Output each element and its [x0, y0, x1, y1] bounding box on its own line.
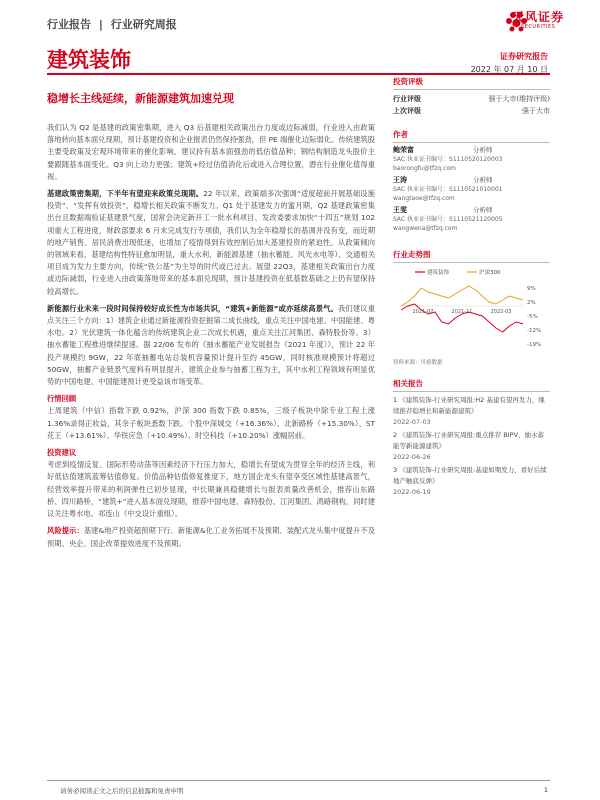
rating-row: 行业评级 强于大市(维持评级)	[393, 95, 550, 103]
trend-heading: 行业走势图	[393, 249, 550, 263]
paragraph-policy: 基建政策密集期，下半年有望迎来政策兑现期。22 年以来，政策端多次强调“适度超前开展基础设施投资”、“发挥有效投资”，稳增长相关政策不断发力。Q1 处于基建发力的蜜月期，Q2 基建政策密集出台且数据端验证基建景气度，国常会决定新开工一批水利项目、发改委要求加快“十四五”规划 102 项重大工程进度，财政部要求 6 月末完成发行专项债，我们认为全年稳增长的基调并没有变，而近期的地产销售、居民消费出现低迷，也增加了疫情得到有效控制后加大基建投资的紧迫性。从政策倾向的领域来看，基建结构性特征愈加明显，重大水利、新能源基建（抽水蓄能、风光水电等）、交通相关项目成为发力主要方向，传统“铁公基”为主导的时代或已过去。展望 22Q3，基建相关政策出台力度或边际减弱，行业进入由政策落地带来的基本面兑现期，预计基建投资在低基数基础之上仍有望保持较高增长。	[47, 189, 375, 296]
brand-name: 天风证券	[512, 10, 565, 24]
author-email[interactable]: wangtaoe@tfzq.com	[393, 195, 455, 202]
paragraph-risk: 风险提示：基建&地产投资超预期下行、新能源&化工业务拓展不及预期、装配式龙头集中度提升不及预期、央企、国企改革提效进度不及预期。	[47, 526, 375, 548]
report-title: 稳增长主线延续，新能源建筑加速兑现	[47, 92, 234, 105]
legend-label: 沪深300	[479, 270, 501, 276]
sidebar	[393, 76, 550, 498]
report-type: 证券研究报告	[500, 52, 548, 61]
related-heading: 相关报告	[393, 378, 550, 392]
related-report-link[interactable]: 2 《建筑装饰-行业研究周报:重点推荐 BIPV、抽水蓄能等新能源建筑》	[393, 431, 545, 450]
author-heading: 作者	[393, 129, 550, 143]
paragraph-lead: 基建政策密集期，下半年有望迎来政策兑现期。	[47, 189, 204, 199]
related-report-link[interactable]: 1 《建筑装饰-行业研究周报:H2 基建有望再发力，继续推荐稳增长和新能源建筑》	[393, 396, 545, 415]
footer-disclaimer: 请务必阅读正文之后的信息披露和免责申明	[60, 787, 184, 795]
author-card: 王雯 分析师 SAC 执业证书编号：S1110521120005 wangwena@tfzq.com	[393, 206, 550, 233]
header-category: 行业报告 | 行业研究周报	[47, 18, 177, 31]
x-tick-label: 2021-07	[412, 309, 434, 315]
legend-label: 建筑装饰	[427, 270, 450, 276]
related-report-date: 2022-07-03	[393, 418, 431, 426]
prev-rating-row: 上次评级 强于大市	[393, 107, 550, 115]
y-tick-label: -5%	[527, 314, 538, 320]
x-tick-label: 2022-03	[490, 309, 512, 315]
author-email[interactable]: baorongfu@tfzq.com	[393, 165, 456, 172]
rating-heading: 投资评级	[393, 76, 550, 90]
risk-lead: 风险提示：	[47, 526, 84, 536]
paragraph-invest: 考虑到疫情反复、国际形势动荡等因素经济下行压力加大，稳增长有望成为贯穿全年的经济主线，利好低估值建筑蓝筹估值修复。价值品种估值修复推度下，地方国企龙头有望享受区域性基建高景气，经营效率提升带来的利润弹性已初步显现，中长期兼具稳健增长与报表质量改善机会，推荐山东路桥、四川路桥，“建筑+”进入基本面兑现期，推荐中国电建、森特股份、江河集团、鸿路钢构，同时建议关注粤水电、祁连山（中交设计重组）。	[47, 460, 375, 519]
main-body	[47, 122, 375, 555]
section-heading-invest: 投资建议	[47, 448, 77, 458]
y-tick-label: -12%	[527, 328, 542, 334]
trend-chart	[393, 266, 550, 356]
related-report-link[interactable]: 3 《建筑装饰-行业研究周报:基建如期发力，看好后续地产触底反弹》	[393, 466, 547, 485]
y-tick-label: 2%	[527, 300, 536, 306]
section-heading-market: 行情回顾	[47, 394, 77, 404]
paragraph-lead: 新能源行业未来一段时间保持较好成长性为市场共识，“建筑+新能源”或亦延续高景气。	[47, 303, 338, 313]
trend-chart-svg	[393, 266, 550, 356]
related-report-date: 2022-06-26	[393, 453, 431, 461]
related-report-date: 2022-06-19	[393, 488, 431, 496]
paragraph-new-energy: 新能源行业未来一段时间保持较好成长性为市场共识，“建筑+新能源”或亦延续高景气。我们建议重点关注三个方向：1）建筑企业通过新能源投资挖掘第二成长曲线，重点关注中国电建、中国能建、粤水电。2）光伏建筑一体化蕴含的传统建筑企业二次成长机遇，重点关注江河集团、森特股份等。3）抽水蓄能工程推进继续提速。据 22/06 发布的《抽水蓄能产业发展报告（2021 年度）》，预计 22 年投产规模约 9GW，22 年底抽蓄电站总装机容量预计提升至约 45GW，同时核准规模预计将超过 50GW，抽蓄产业链景气度料有明显提升，建筑企业参与抽蓄工程为主，其中水利工程领域有明显优势的中国电建、中国能建预计更受益该市场变革。	[47, 303, 376, 387]
series-line	[401, 286, 523, 306]
y-tick-label: 9%	[527, 286, 536, 292]
author-card: 王涛 分析师 SAC 执业证书编号：S1110521010001 wangtaoe@tfzq.com	[393, 176, 550, 203]
footer-divider	[47, 780, 550, 781]
report-date: 2022 年 07 月 10 日	[470, 65, 548, 74]
brand-name-en: TF SECURITIES	[512, 24, 556, 30]
x-tick-label: 2021-11	[451, 309, 473, 315]
author-card: 鲍荣富 分析师 SAC 执业证书编号：S1110520120003 baorongfu@tfzq.com	[393, 146, 550, 173]
paragraph-market: 上周建筑（中信）指数下跌 0.92%，沪深 300 指数下跌 0.85%，三级子板块中除专业工程上涨 1.36%录得正收益，其余子板块悉数下跌。个股中深城交（+16.36%）、北新路桥（+15.30%）、ST 花王（+13.61%）、华铁应急（+10.49%）、时空科技（+10.20%）涨幅居前。	[47, 406, 375, 440]
chart-source: 资料来源：贝格数据	[393, 360, 443, 366]
sector-title: 建筑装饰	[47, 48, 131, 72]
y-tick-label: -19%	[527, 342, 542, 348]
paragraph-summary: 我们认为 Q2 是基建的政策密集期，进入 Q3 后基建相关政策出台力度或边际减弱，行业进入由政策落地转向基本面兑现期，预计基建投资和企业报表仍然保持强劲，但 PE 端催化边际弱化。传统建筑股主要受政策及宏观环境带来的催化影响，建议持有基本面强劲的低估值品种；钢结构制造龙头股价主要跟随基本面变化。Q3 向上动力更强；建筑+经过估值消化后或进入合理位置，潜在行业催化值得重视。	[47, 123, 375, 181]
page-number: 1	[543, 786, 548, 794]
author-email[interactable]: wangwena@tfzq.com	[393, 225, 458, 232]
